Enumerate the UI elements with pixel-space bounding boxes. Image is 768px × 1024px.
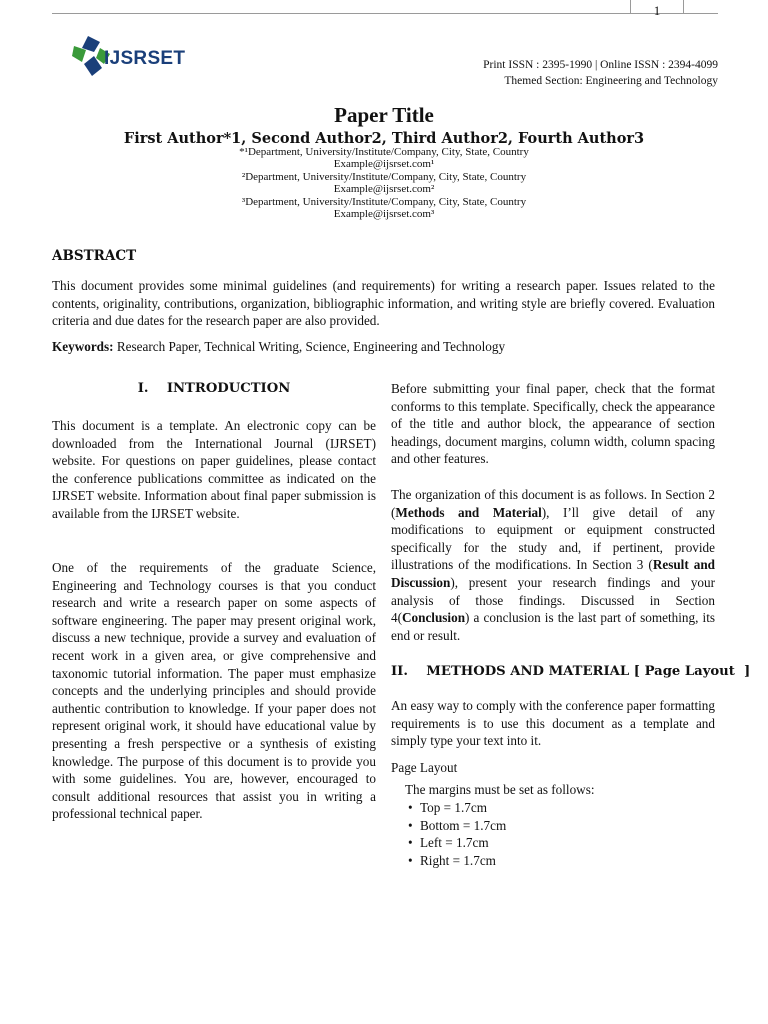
email-3: Example@ijsrset.com³ [333, 208, 435, 221]
logo-text: IJSRSET [104, 48, 186, 69]
list-item: • Left = 1.7cm [408, 834, 506, 852]
org-text-a: The organization of this document is as follows. In Section 2 ( [391, 487, 715, 520]
list-item: • Right = 1.7cm [408, 852, 506, 870]
page-number-text: 1 [653, 3, 661, 18]
org-text-e: ) a conclusion is the last part of something, its end or result. [391, 610, 715, 643]
list-item: • Bottom = 1.7cm [408, 817, 506, 835]
affiliation-2: ²Department, University/Institute/Company, City, State, Country [241, 170, 527, 183]
issn-line: Print ISSN : 2395-1990 | Online ISSN : 2394-4099 [483, 59, 718, 71]
right-paragraph-1: Before submitting your final paper, check that the format conforms to this template. Specifically, check the appearance of the title and author block, the appearance of section headings, document margins, column width, column spacing and other features. [391, 381, 715, 467]
paper-title: Paper Title [334, 103, 434, 127]
themed-section: Themed Section: Engineering and Technology [504, 75, 718, 87]
keywords [52, 339, 715, 355]
email-1: Example@ijsrset.com¹ [333, 158, 435, 171]
list-item: • Top = 1.7cm [408, 799, 506, 817]
keywords-text: Research Paper, Technical Writing, Science, Engineering and Technology [113, 339, 506, 354]
author-list: First Author*1, Second Author2, Third Author2, Fourth Author3 [123, 130, 645, 147]
organization-paragraph [391, 486, 715, 644]
margins-intro: The margins must be set as follows: [405, 782, 595, 797]
introduction-heading: I. INTRODUCTION [137, 381, 291, 396]
margins-list [408, 799, 506, 869]
org-text-c: ), I’ll give detail of any modifications to equipment or equipment constructed specifically for the study and, if pertinent, provide illustrations of the modifications. In Section 3 ( [391, 504, 715, 573]
methods-heading: II. METHODS AND MATERIAL [ Page Layout ] [391, 664, 751, 679]
issn-block [483, 57, 718, 89]
intro-paragraph-2: One of the requirements of the graduate Science, Engineering and Technology courses is that you conduct research and write a research paper on some aspects of software engineering. The paper may present original work, discuss a new technique, provide a survey and evaluation of recent work in a given area, or give comprehensive and taxonomic tutorial information. The paper must emphasize concepts and the underlying principles and should provide authentic contribution to knowledge. If your paper does not represent original work, it should have educational value by presenting a fresh perspective or a synthesis of existing knowledge. The purpose of this document is to provide you with some guidelines. You are, however, encouraged to consult additional resources that assist you in writing a professional technical paper. [52, 560, 376, 822]
page-layout-label: Page Layout [391, 760, 458, 775]
methods-paragraph: An easy way to comply with the conference paper formatting requirements is to use this document as a template and simply type your text into it. [391, 698, 715, 749]
org-bold-methods: Methods and Material [395, 504, 542, 520]
affiliations [0, 146, 768, 220]
affiliation-3: ³Department, University/Institute/Company, City, State, Country [241, 195, 527, 208]
header-rule [52, 13, 718, 14]
email-2: Example@ijsrset.com² [333, 183, 435, 196]
org-bold-conclusion: Conclusion [402, 610, 466, 626]
abstract-text: This document provides some minimal guidelines (and requirements) for writing a research paper. Issues related to the contents, originality, contributions, organization, bibliographic information, and writing style are briefly covered. Evaluation criteria and due dates for the research paper are also provided. [52, 278, 715, 329]
journal-logo [70, 34, 190, 80]
abstract-heading: ABSTRACT [52, 248, 137, 264]
keywords-label: Keywords: [52, 339, 114, 354]
org-bold-results: Result and Discussion [391, 557, 715, 590]
intro-paragraph-1: This document is a template. An electronic copy can be downloaded from the International Journal (IJRSET) website. For questions on paper guidelines, please contact the conference publications committee as indicated on the IJRSET website. Information about final paper submission is available from the IJRSET website. [52, 418, 376, 521]
org-text-d: ), present your research findings and your analysis of those findings. Discussed in Section 4( [391, 574, 715, 626]
page-number [630, 0, 684, 18]
affiliation-1: *¹Department, University/Institute/Company, City, State, Country [239, 146, 529, 158]
